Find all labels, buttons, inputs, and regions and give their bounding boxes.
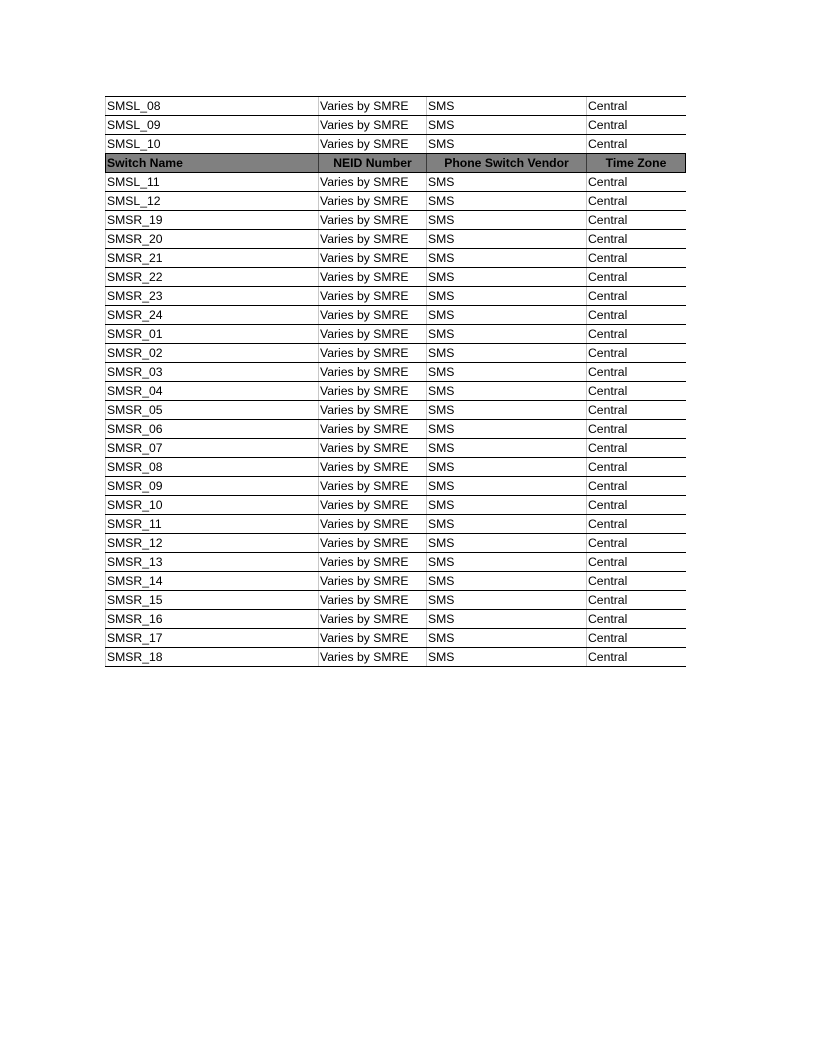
table-row bbox=[105, 116, 686, 135]
neid-number-cell: Varies by SMRE bbox=[318, 534, 426, 552]
vendor-cell: SMS bbox=[426, 553, 586, 571]
switch-name-cell: SMSR_06 bbox=[105, 420, 318, 438]
switch-name-cell: SMSR_04 bbox=[105, 382, 318, 400]
switch-name-cell: SMSR_18 bbox=[105, 648, 318, 666]
table-row bbox=[105, 458, 686, 477]
vendor-cell: SMS bbox=[426, 192, 586, 210]
neid-number-cell: Varies by SMRE bbox=[318, 287, 426, 305]
switch-name-cell: SMSR_14 bbox=[105, 572, 318, 590]
switch-name-cell: SMSR_20 bbox=[105, 230, 318, 248]
neid-number-cell: Varies by SMRE bbox=[318, 591, 426, 609]
table-row bbox=[105, 363, 686, 382]
switch-name-cell: SMSR_03 bbox=[105, 363, 318, 381]
time-zone-cell: Central bbox=[586, 363, 686, 381]
vendor-cell: SMS bbox=[426, 458, 586, 476]
switch-name-cell: SMSR_21 bbox=[105, 249, 318, 267]
time-zone-cell: Central bbox=[586, 97, 686, 115]
time-zone-cell: Central bbox=[586, 477, 686, 495]
vendor-cell: SMS bbox=[426, 496, 586, 514]
vendor-cell: SMS bbox=[426, 477, 586, 495]
table-row bbox=[105, 534, 686, 553]
time-zone-cell: Central bbox=[586, 306, 686, 324]
switch-name-cell: SMSR_08 bbox=[105, 458, 318, 476]
table-row bbox=[105, 306, 686, 325]
time-zone-cell: Central bbox=[586, 591, 686, 609]
time-zone-cell: Central bbox=[586, 268, 686, 286]
neid-number-cell: Varies by SMRE bbox=[318, 553, 426, 571]
time-zone-cell: Central bbox=[586, 420, 686, 438]
table-row bbox=[105, 211, 686, 230]
header-switch-name: Switch Name bbox=[105, 154, 318, 172]
vendor-cell: SMS bbox=[426, 344, 586, 362]
neid-number-cell: Varies by SMRE bbox=[318, 230, 426, 248]
neid-number-cell: Varies by SMRE bbox=[318, 173, 426, 191]
neid-number-cell: Varies by SMRE bbox=[318, 401, 426, 419]
vendor-cell: SMS bbox=[426, 610, 586, 628]
vendor-cell: SMS bbox=[426, 401, 586, 419]
switch-name-cell: SMSL_08 bbox=[105, 97, 318, 115]
vendor-cell: SMS bbox=[426, 116, 586, 134]
time-zone-cell: Central bbox=[586, 382, 686, 400]
switch-name-cell: SMSR_02 bbox=[105, 344, 318, 362]
neid-number-cell: Varies by SMRE bbox=[318, 610, 426, 628]
neid-number-cell: Varies by SMRE bbox=[318, 135, 426, 153]
vendor-cell: SMS bbox=[426, 287, 586, 305]
neid-number-cell: Varies by SMRE bbox=[318, 629, 426, 647]
switch-name-cell: SMSR_13 bbox=[105, 553, 318, 571]
switch-name-cell: SMSR_07 bbox=[105, 439, 318, 457]
time-zone-cell: Central bbox=[586, 401, 686, 419]
table-row bbox=[105, 496, 686, 515]
neid-number-cell: Varies by SMRE bbox=[318, 458, 426, 476]
time-zone-cell: Central bbox=[586, 572, 686, 590]
table-header-row bbox=[105, 153, 686, 173]
neid-number-cell: Varies by SMRE bbox=[318, 363, 426, 381]
switch-name-cell: SMSR_16 bbox=[105, 610, 318, 628]
vendor-cell: SMS bbox=[426, 439, 586, 457]
neid-number-cell: Varies by SMRE bbox=[318, 420, 426, 438]
table-row bbox=[105, 420, 686, 439]
switch-table bbox=[105, 96, 686, 667]
neid-number-cell: Varies by SMRE bbox=[318, 648, 426, 666]
table-row bbox=[105, 135, 686, 154]
switch-name-cell: SMSL_10 bbox=[105, 135, 318, 153]
neid-number-cell: Varies by SMRE bbox=[318, 306, 426, 324]
neid-number-cell: Varies by SMRE bbox=[318, 97, 426, 115]
table-body bbox=[105, 173, 686, 667]
neid-number-cell: Varies by SMRE bbox=[318, 192, 426, 210]
vendor-cell: SMS bbox=[426, 648, 586, 666]
vendor-cell: SMS bbox=[426, 629, 586, 647]
vendor-cell: SMS bbox=[426, 591, 586, 609]
neid-number-cell: Varies by SMRE bbox=[318, 268, 426, 286]
switch-name-cell: SMSR_15 bbox=[105, 591, 318, 609]
vendor-cell: SMS bbox=[426, 382, 586, 400]
vendor-cell: SMS bbox=[426, 211, 586, 229]
switch-name-cell: SMSL_12 bbox=[105, 192, 318, 210]
neid-number-cell: Varies by SMRE bbox=[318, 249, 426, 267]
vendor-cell: SMS bbox=[426, 249, 586, 267]
vendor-cell: SMS bbox=[426, 572, 586, 590]
switch-name-cell: SMSL_11 bbox=[105, 173, 318, 191]
neid-number-cell: Varies by SMRE bbox=[318, 325, 426, 343]
switch-name-cell: SMSR_19 bbox=[105, 211, 318, 229]
neid-number-cell: Varies by SMRE bbox=[318, 572, 426, 590]
switch-name-cell: SMSR_24 bbox=[105, 306, 318, 324]
table-row bbox=[105, 629, 686, 648]
table-row bbox=[105, 648, 686, 667]
table-row bbox=[105, 287, 686, 306]
header-time-zone: Time Zone bbox=[586, 154, 686, 172]
time-zone-cell: Central bbox=[586, 344, 686, 362]
neid-number-cell: Varies by SMRE bbox=[318, 496, 426, 514]
table-row bbox=[105, 249, 686, 268]
table-row bbox=[105, 610, 686, 629]
table-row bbox=[105, 382, 686, 401]
table-row bbox=[105, 553, 686, 572]
neid-number-cell: Varies by SMRE bbox=[318, 116, 426, 134]
switch-name-cell: SMSR_01 bbox=[105, 325, 318, 343]
switch-name-cell: SMSR_22 bbox=[105, 268, 318, 286]
vendor-cell: SMS bbox=[426, 515, 586, 533]
time-zone-cell: Central bbox=[586, 458, 686, 476]
switch-name-cell: SMSL_09 bbox=[105, 116, 318, 134]
vendor-cell: SMS bbox=[426, 325, 586, 343]
vendor-cell: SMS bbox=[426, 173, 586, 191]
time-zone-cell: Central bbox=[586, 515, 686, 533]
time-zone-cell: Central bbox=[586, 325, 686, 343]
table-row bbox=[105, 591, 686, 610]
time-zone-cell: Central bbox=[586, 534, 686, 552]
time-zone-cell: Central bbox=[586, 192, 686, 210]
neid-number-cell: Varies by SMRE bbox=[318, 515, 426, 533]
table-row bbox=[105, 230, 686, 249]
vendor-cell: SMS bbox=[426, 363, 586, 381]
vendor-cell: SMS bbox=[426, 135, 586, 153]
vendor-cell: SMS bbox=[426, 420, 586, 438]
time-zone-cell: Central bbox=[586, 135, 686, 153]
time-zone-cell: Central bbox=[586, 648, 686, 666]
header-neid-number: NEID Number bbox=[318, 154, 426, 172]
table-row bbox=[105, 173, 686, 192]
switch-name-cell: SMSR_12 bbox=[105, 534, 318, 552]
table-row bbox=[105, 515, 686, 534]
time-zone-cell: Central bbox=[586, 230, 686, 248]
neid-number-cell: Varies by SMRE bbox=[318, 477, 426, 495]
switch-name-cell: SMSR_10 bbox=[105, 496, 318, 514]
time-zone-cell: Central bbox=[586, 496, 686, 514]
time-zone-cell: Central bbox=[586, 629, 686, 647]
time-zone-cell: Central bbox=[586, 249, 686, 267]
time-zone-cell: Central bbox=[586, 287, 686, 305]
table-row bbox=[105, 401, 686, 420]
table-row bbox=[105, 572, 686, 591]
table-row bbox=[105, 97, 686, 116]
neid-number-cell: Varies by SMRE bbox=[318, 382, 426, 400]
time-zone-cell: Central bbox=[586, 439, 686, 457]
vendor-cell: SMS bbox=[426, 534, 586, 552]
table-row bbox=[105, 268, 686, 287]
vendor-cell: SMS bbox=[426, 268, 586, 286]
neid-number-cell: Varies by SMRE bbox=[318, 211, 426, 229]
switch-name-cell: SMSR_09 bbox=[105, 477, 318, 495]
switch-name-cell: SMSR_17 bbox=[105, 629, 318, 647]
time-zone-cell: Central bbox=[586, 173, 686, 191]
time-zone-cell: Central bbox=[586, 610, 686, 628]
table-row bbox=[105, 439, 686, 458]
time-zone-cell: Central bbox=[586, 116, 686, 134]
switch-name-cell: SMSR_05 bbox=[105, 401, 318, 419]
vendor-cell: SMS bbox=[426, 306, 586, 324]
vendor-cell: SMS bbox=[426, 230, 586, 248]
time-zone-cell: Central bbox=[586, 211, 686, 229]
table-row bbox=[105, 477, 686, 496]
table-row bbox=[105, 192, 686, 211]
table-row bbox=[105, 325, 686, 344]
table-row bbox=[105, 344, 686, 363]
header-phone-switch-vendor: Phone Switch Vendor bbox=[426, 154, 586, 172]
switch-name-cell: SMSR_11 bbox=[105, 515, 318, 533]
neid-number-cell: Varies by SMRE bbox=[318, 439, 426, 457]
switch-name-cell: SMSR_23 bbox=[105, 287, 318, 305]
vendor-cell: SMS bbox=[426, 97, 586, 115]
time-zone-cell: Central bbox=[586, 553, 686, 571]
neid-number-cell: Varies by SMRE bbox=[318, 344, 426, 362]
